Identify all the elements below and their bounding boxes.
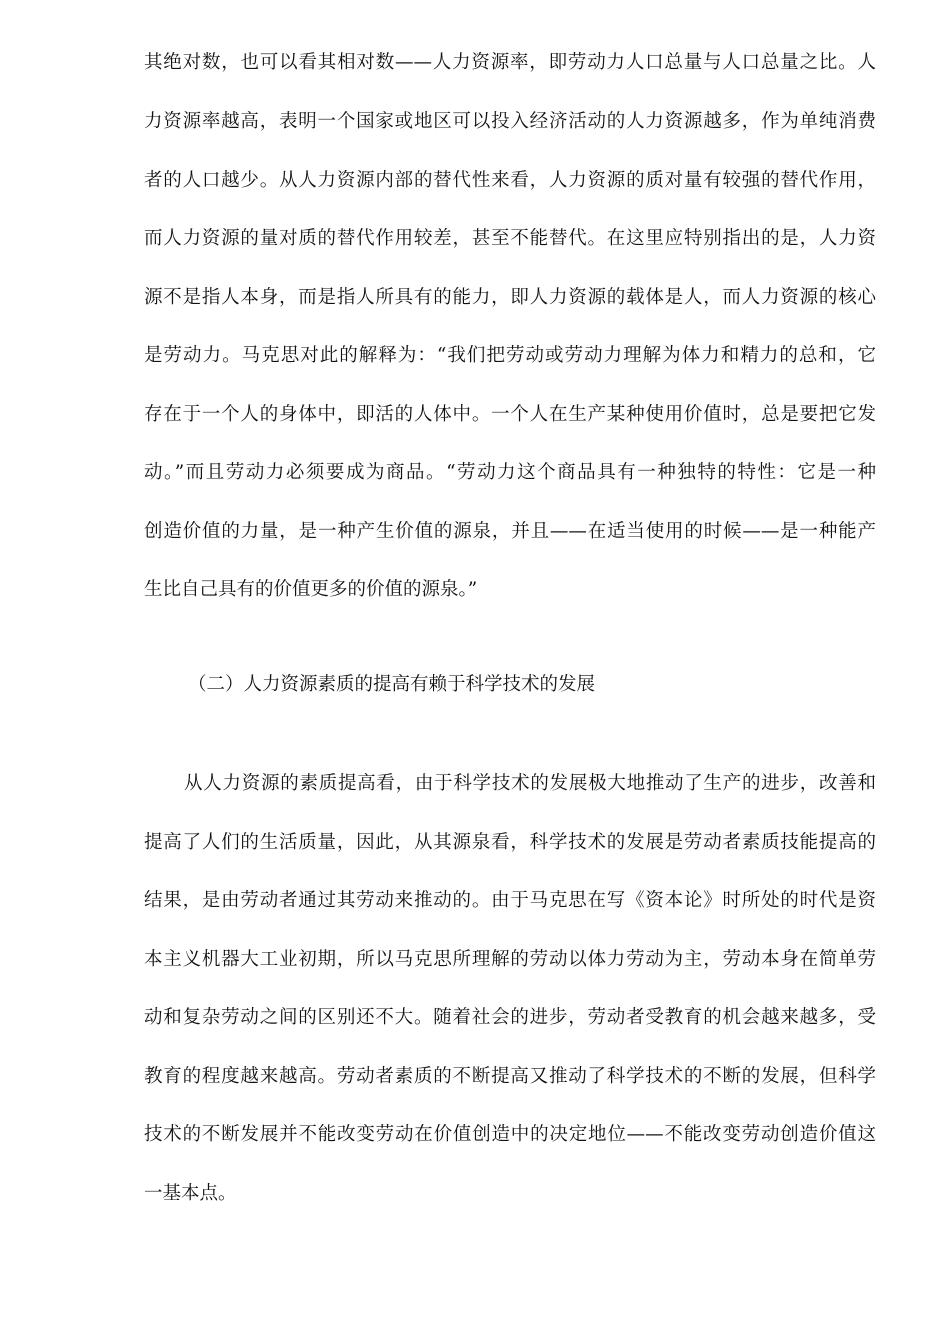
paragraph-line: 创造价值的力量，是一种产生价值的源泉，并且——在适当使用的时候——是一种能产 (144, 521, 876, 542)
paragraph-line: 力资源率越高，表明一个国家或地区可以投入经济活动的人力资源越多，作为单纯消费 (144, 111, 876, 132)
paragraph-line: 生比自己具有的价值更多的价值的源泉。” (144, 579, 478, 600)
paragraph-line: 技术的不断发展并不能改变劳动在价值创造中的决定地位——不能改变劳动创造价值这 (144, 1124, 876, 1145)
paragraph-line: 一基本点。 (144, 1183, 237, 1204)
paragraph-line: 而人力资源的量对质的替代作用较差，甚至不能替代。在这里应特别指出的是，人力资 (144, 228, 876, 249)
paragraph-line: 存在于一个人的身体中，即活的人体中。一个人在生产某种使用价值时，总是要把它发 (144, 404, 876, 425)
paragraph-line: 本主义机器大工业初期，所以马克思所理解的劳动以体力劳动为主，劳动本身在简单劳 (144, 949, 876, 970)
paragraph-line: 教育的程度越来越高。劳动者素质的不断提高又推动了科学技术的不断的发展，但科学 (144, 1066, 876, 1087)
paragraph-line: 是劳动力。马克思对此的解释为：“我们把劳动或劳动力理解为体力和精力的总和，它 (144, 345, 876, 366)
paragraph-line: 其绝对数，也可以看其相对数——人力资源率，即劳动力人口总量与人口总量之比。人 (144, 52, 876, 73)
paragraph-line: 动和复杂劳动之间的区别还不大。随着社会的进步，劳动者受教育的机会越来越多，受 (144, 1007, 876, 1028)
section-heading: （二）人力资源素质的提高有赖于科学技术的发展 (188, 674, 596, 695)
paragraph-line: 提高了人们的生活质量，因此，从其源泉看，科学技术的发展是劳动者素质技能提高的 (144, 832, 876, 853)
paragraph-line: 者的人口越少。从人力资源内部的替代性来看，人力资源的质对量有较强的替代作用， (144, 170, 876, 191)
paragraph-line: 源不是指人本身，而是指人所具有的能力，即人力资源的载体是人，而人力资源的核心 (144, 287, 876, 308)
paragraph-line: 动。”而且劳动力必须要成为商品。“劳动力这个商品具有一种独特的特性：它是一种 (144, 462, 876, 483)
paragraph-line: 结果，是由劳动者通过其劳动来推动的。由于马克思在写《资本论》时所处的时代是资 (144, 890, 876, 911)
paragraph-line: 从人力资源的素质提高看，由于科学技术的发展极大地推动了生产的进步，改善和 (184, 773, 876, 794)
